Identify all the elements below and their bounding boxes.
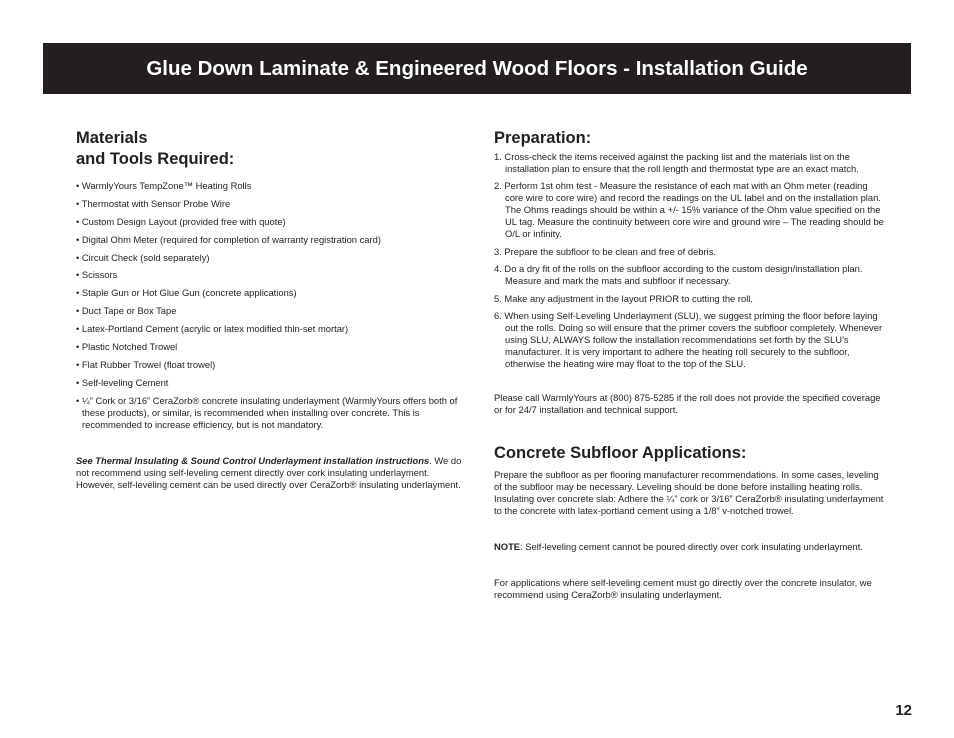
materials-item-text: Duct Tape or Box Tape	[81, 305, 177, 317]
materials-item-text: Circuit Check (sold separately)	[81, 251, 210, 263]
materials-item-text: Staple Gun or Hot Glue Gun (concrete applications)	[81, 287, 297, 299]
materials-list-item	[76, 377, 466, 389]
preparation-section	[494, 128, 884, 601]
materials-list	[76, 180, 466, 431]
materials-section	[76, 128, 466, 500]
preparation-step: 4. Do a dry fit of the rolls on the subfloor according to the custom design/installation plan. Measure and mark the mats and subfloor if necessary.	[494, 263, 863, 287]
page-title: Glue Down Laminate & Engineered Wood Floors - Installation Guide	[146, 56, 808, 80]
materials-list-item	[76, 305, 466, 317]
materials-list-item	[76, 198, 466, 210]
preparation-step: 1. Cross-check the items received against the packing list and the materials list on the installation plan to ensure that the roll length and thermostat type are an exact match.	[494, 151, 859, 174]
bullet-mark: •	[76, 180, 80, 191]
materials-item-text: Plastic Notched Trowel	[81, 341, 178, 353]
bullet-mark: •	[76, 287, 80, 299]
concrete-paragraph: Prepare the subfloor as per flooring manufacturer recommendations. In some cases, leveling of the subfloor may be necessary. Leveling should be done before installing heating rolls. Insulating over concrete slab: Adhere the ¼” cork or 3/16” CeraZorb® insulating underlayment to the concrete with latex-portland cement using a 1/8” v-notched trowel.	[494, 468, 884, 516]
underlayment-note-italic: See Thermal Insulating & Sound Control Underlayment installation instructions	[76, 454, 430, 466]
preparation-step: 5. Make any adjustment in the layout PRIOR to cutting the roll.	[494, 292, 753, 304]
underlayment-note-text: . We do not recommend using self-leveling cement directly over cork insulating underlayment. However, self-leveling cement can be used directly over CeraZorb® insulating underlayment.	[76, 454, 462, 490]
bullet-mark: •	[76, 215, 80, 227]
bullet-mark: •	[76, 341, 80, 353]
bullet-mark: •	[76, 358, 80, 370]
bullet-mark: •	[76, 251, 80, 263]
materials-item-text: Scissors	[81, 269, 118, 281]
bullet-mark: •	[76, 233, 80, 245]
concrete-note	[494, 541, 884, 553]
note-text: : Self-leveling cement cannot be poured directly over cork insulating underlayment.	[520, 540, 863, 552]
bullet-mark: •	[76, 197, 80, 209]
preparation-heading: Preparation:	[494, 129, 592, 147]
materials-item-text: Thermostat with Sensor Probe Wire	[81, 197, 231, 209]
materials-list-item	[76, 269, 466, 281]
materials-list-item	[76, 395, 466, 431]
materials-item-text: Flat Rubber Trowel (float trowel)	[81, 358, 216, 370]
materials-list-item	[76, 216, 466, 228]
materials-list-item	[76, 252, 466, 264]
bullet-mark: •	[76, 394, 80, 406]
bullet-mark: •	[76, 269, 80, 281]
preparation-step: 6. When using Self-Leveling Underlayment (SLU), we suggest priming the floor before laying out the rolls. Doing so will ensure that the primer covers the subfloor completely. Whenever using SLU, ALWAYS follow the installation recommendations set forth by the SLU’s manufacturer. It is very important to adhere the heating roll securely to the subfloor, otherwise the heating wire may float to the top of the SLU.	[494, 309, 883, 369]
note-label: NOTE	[494, 540, 521, 552]
materials-list-item	[76, 359, 466, 371]
materials-list-item	[76, 180, 466, 192]
concrete-heading: Concrete Subfloor Applications:	[494, 443, 747, 462]
materials-list-item	[76, 287, 466, 299]
bullet-mark: •	[76, 323, 80, 335]
page-number: 12	[895, 702, 912, 719]
materials-list-item	[76, 341, 466, 353]
materials-item-text: WarmlyYours TempZone™ Heating Rolls	[81, 180, 252, 191]
underlayment-note	[76, 455, 466, 491]
materials-item-text: Digital Ohm Meter (required for completion of warranty registration card)	[81, 233, 381, 245]
materials-item-text: ¼” Cork or 3/16” CeraZorb® concrete insulating underlayment (WarmlyYours offers both of these products), or similar, is recommended when installing over concrete. This is recommended to increase efficiency, but is not mandatory.	[81, 394, 458, 430]
concrete-insulator-paragraph: For applications where self-leveling cement must go directly over the concrete insulator, we recommend using CeraZorb® insulating underlayment.	[494, 576, 872, 600]
materials-heading-line1: Materials	[76, 129, 148, 147]
preparation-step: 2. Perform 1st ohm test - Measure the resistance of each mat with an Ohm meter (reading core wire to core wire) and record the readings on the UL label and on the installation plan. The Ohms readings should be within a +/- 15% variance of the Ohm value specified on the UL tag. Measure the continuity between core wire and ground wire – The reading should be O/L or infinity.	[494, 180, 884, 240]
materials-heading	[76, 128, 466, 170]
bullet-mark: •	[76, 305, 80, 317]
materials-item-text: Self-leveling Cement	[81, 376, 169, 388]
bullet-mark: •	[76, 376, 80, 388]
preparation-step: 3. Prepare the subfloor to be clean and free of debris.	[494, 245, 717, 257]
page-header	[43, 43, 911, 94]
materials-item-text: Custom Design Layout (provided free with quote)	[81, 215, 286, 227]
support-contact: Please call WarmlyYours at (800) 875-5285 if the roll does not provide the specified coverage or for 24/7 installation and technical support.	[494, 391, 881, 415]
materials-list-item	[76, 234, 466, 246]
preparation-steps	[494, 151, 884, 370]
materials-item-text: Latex-Portland Cement (acrylic or latex modified thin-set mortar)	[81, 323, 349, 335]
materials-list-item	[76, 323, 466, 335]
materials-heading-line2: and Tools Required:	[76, 150, 235, 168]
